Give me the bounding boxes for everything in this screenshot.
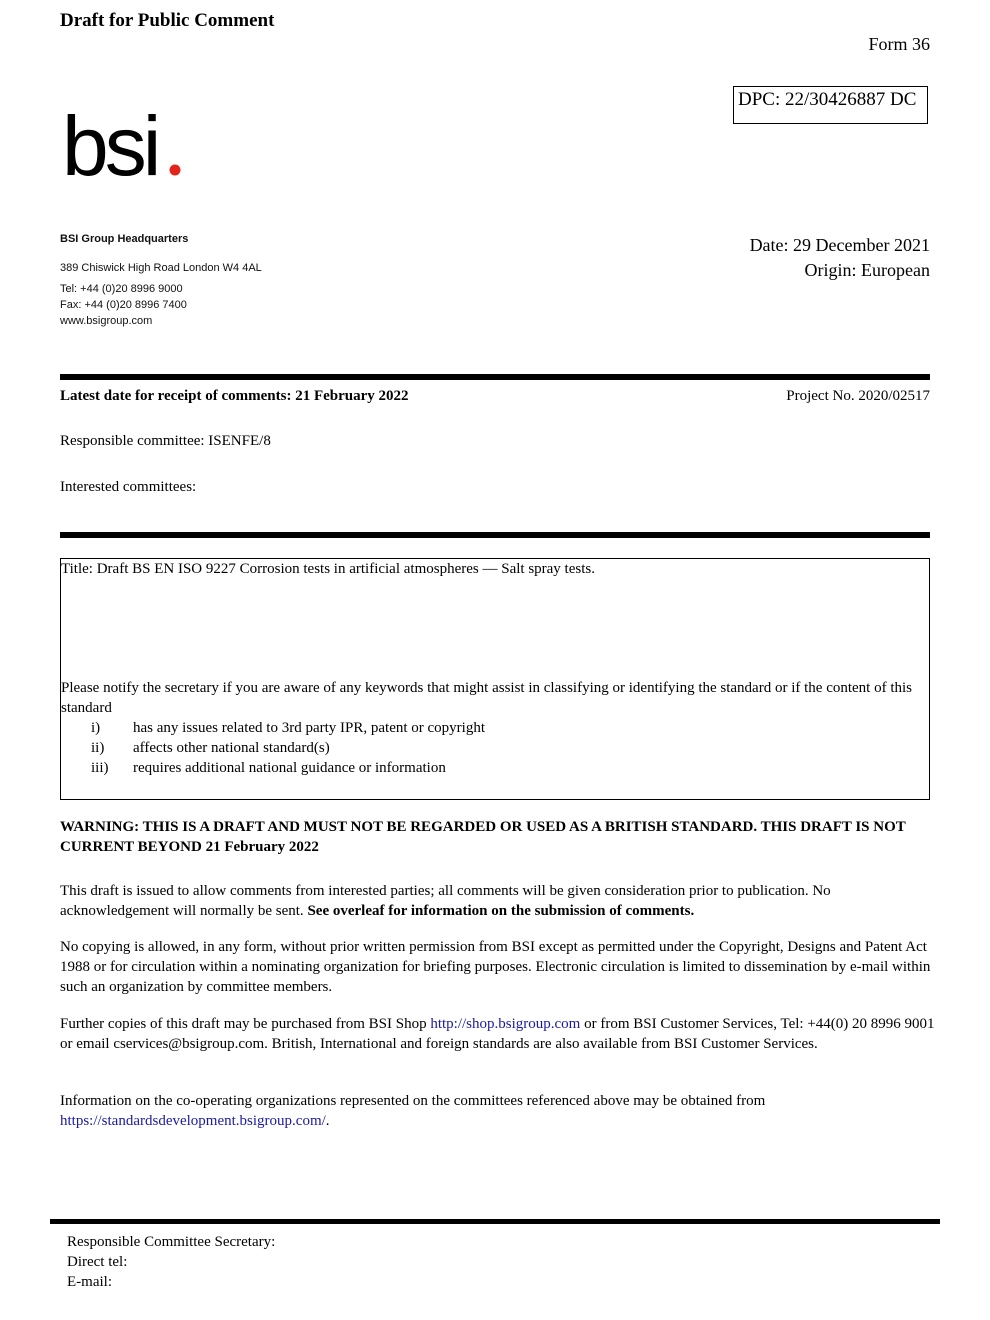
paragraph-copies (60, 1014, 935, 1054)
paragraph-organizations-text-b: . (325, 1113, 330, 1129)
divider-top (60, 374, 930, 380)
paragraph-comments-bold: See overleaf for information on the submission of comments. (307, 903, 695, 919)
list-item-number: iii) (91, 760, 109, 776)
draft-heading: Draft for Public Comment (60, 10, 275, 31)
bsi-logo-text: bsi (62, 99, 158, 185)
project-number: Project No. 2020/02517 (786, 388, 930, 404)
hq-title: BSI Group Headquarters (60, 233, 189, 245)
issue-date: Date: 29 December 2021 (749, 235, 930, 255)
standard-title: Title: Draft BS EN ISO 9227 Corrosion tests in artificial atmospheres — Salt spray tests. (61, 561, 595, 577)
list-item (91, 718, 485, 738)
standards-development-link[interactable]: https://standardsdevelopment.bsigroup.com/ (60, 1113, 326, 1129)
list-item-text: has any issues related to 3rd party IPR, patent or copyright (133, 720, 486, 736)
paragraph-copies-text-b: or from BSI Customer Services, Tel: +44(0) 20 8996 9001 or email cservices@bsigroup.com. British, International and foreign standards are also available from BSI Customer Services. (60, 1016, 935, 1052)
list-item (91, 738, 485, 758)
interested-committees: Interested committees: (60, 479, 197, 495)
comments-deadline-row (60, 388, 930, 405)
paragraph-comments-text: This draft is issued to allow comments from interested parties; all comments will be given consideration prior to publication. No acknowledgement will normally be sent. (60, 883, 831, 919)
paragraph-organizations-text-a: Information on the co-operating organizations represented on the committees referenced above may be obtained from (60, 1093, 766, 1109)
divider-footer (50, 1219, 940, 1224)
footer-email: E-mail: (67, 1274, 112, 1290)
hq-tel: Tel: +44 (0)20 8996 9000 (60, 283, 183, 295)
paragraph-organizations (60, 1091, 935, 1131)
hq-address: 389 Chiswick High Road London W4 4AL (60, 262, 262, 274)
committee-secretary: Responsible Committee Secretary: (67, 1234, 276, 1250)
list-item-text: affects other national standard(s) (133, 740, 330, 756)
draft-warning: WARNING: THIS IS A DRAFT AND MUST NOT BE REGARDED OR USED AS A BRITISH STANDARD. THIS DRAFT IS NOT CURRENT BEYOND 21 February 2022 (60, 819, 906, 855)
hq-fax: Fax: +44 (0)20 8996 7400 (60, 299, 187, 311)
list-item-number: ii) (91, 740, 105, 756)
paragraph-comments (60, 881, 935, 921)
form-number: Form 36 (868, 34, 930, 54)
hq-address-block (60, 233, 262, 329)
list-item-text: requires additional national guidance or information (133, 760, 446, 776)
bsi-logo-dot (170, 165, 181, 176)
bsi-logo (62, 95, 192, 185)
direct-tel: Direct tel: (67, 1254, 128, 1270)
title-box (60, 558, 930, 800)
paragraph-copying: No copying is allowed, in any form, without prior written permission from BSI except as permitted under the Copyright, Designs and Patent Act 1988 or for circulation within a nominating organization for briefing purposes. Electronic circulation is limited to dissemination by e-mail within such an organization by committee members. (60, 939, 931, 995)
origin: Origin: European (804, 260, 930, 280)
divider-middle (60, 532, 930, 538)
latest-date: Latest date for receipt of comments: 21 February 2022 (60, 388, 409, 404)
shop-link[interactable]: http://shop.bsigroup.com (430, 1016, 581, 1032)
list-item-number: i) (91, 720, 101, 736)
notify-list (91, 718, 485, 778)
hq-web[interactable]: www.bsigroup.com (60, 315, 153, 327)
dpc-reference-box: DPC: 22/30426887 DC (733, 86, 928, 124)
list-item (91, 758, 485, 778)
paragraph-copies-text-a: Further copies of this draft may be purchased from BSI Shop (60, 1016, 431, 1032)
responsible-committee: Responsible committee: ISENFE/8 (60, 433, 271, 449)
notify-text: Please notify the secretary if you are aware of any keywords that might assist in classifying or identifying the standard or if the content of this standard (61, 680, 913, 716)
date-origin-block (750, 233, 930, 283)
footer-contact (67, 1232, 275, 1292)
